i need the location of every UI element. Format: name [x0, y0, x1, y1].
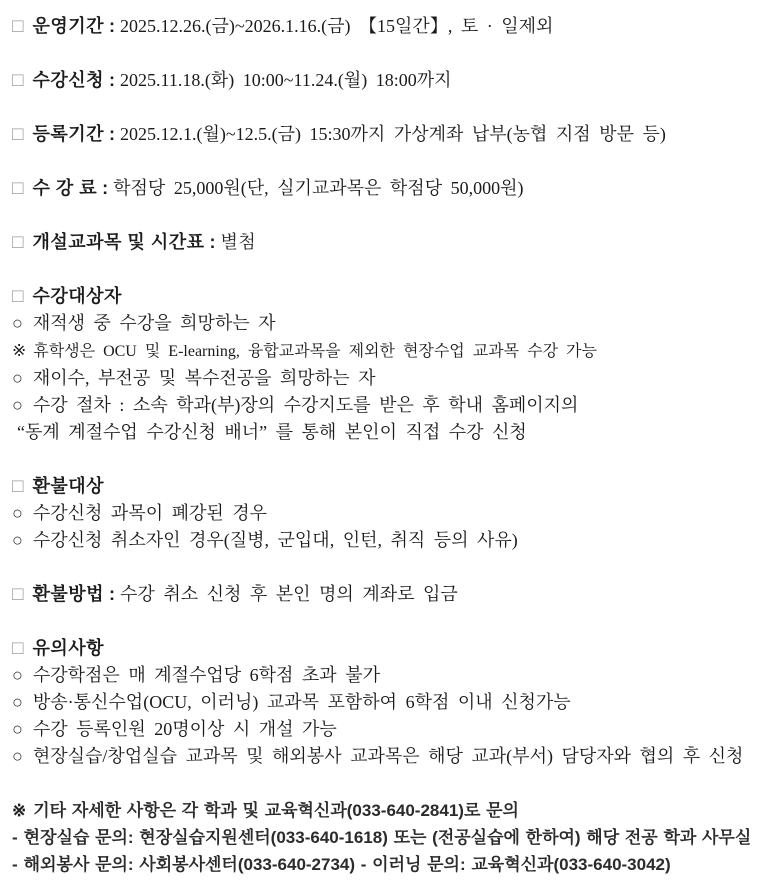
dash-icon: - — [12, 828, 18, 847]
line-label: 등록기간 — [32, 124, 105, 144]
checkbox-icon: □ — [12, 232, 24, 253]
doc-line — [12, 365, 774, 392]
doc-line — [12, 797, 774, 824]
label-separator: : — [97, 178, 114, 198]
line-content: 현장실습/창업실습 교과목 및 해외봉사 교과목은 해당 교과(부서) 담당자와 협의 후 신청 — [32, 746, 744, 766]
label-separator: : — [104, 584, 121, 604]
label-separator: : — [204, 232, 221, 252]
circle-bullet-icon: ○ — [12, 692, 23, 712]
doc-line — [12, 500, 774, 527]
label-separator: : — [104, 124, 121, 144]
line-label: 수강신청 — [32, 70, 105, 90]
doc-line — [12, 67, 774, 94]
line-content: 학점당 25,000원(단, 실기교과목은 학점당 50,000원) — [113, 178, 524, 198]
line-content: 2025.12.26.(금)~2026.1.16.(금) 【15일간】, 토 · 일제외 — [120, 16, 554, 36]
line-content: 재적생 중 수강을 희망하는 자 — [32, 313, 276, 333]
doc-line — [12, 283, 774, 310]
doc-line — [12, 473, 774, 500]
line-content: 2025.11.18.(화) 10:00~11.24.(월) 18:00까지 — [120, 70, 452, 90]
label-separator: : — [104, 70, 121, 90]
line-content: 재이수, 부전공 및 복수전공을 희망하는 자 — [32, 368, 376, 388]
line-content: 방송·통신수업(OCU, 이러닝) 교과목 포함하여 6학점 이내 신청가능 — [32, 692, 571, 712]
doc-line — [12, 13, 774, 40]
dash-icon: - — [12, 855, 18, 874]
circle-bullet-icon: ○ — [12, 368, 23, 388]
line-content: 수강 등록인원 20명이상 시 개설 가능 — [32, 719, 337, 739]
doc-line — [12, 716, 774, 743]
doc-line — [12, 392, 774, 419]
doc-line — [12, 743, 774, 770]
doc-line — [12, 337, 774, 365]
circle-bullet-icon: ○ — [12, 313, 23, 333]
line-label: 환불방법 — [32, 584, 105, 604]
checkbox-icon: □ — [12, 178, 24, 199]
line-content: 현장실습 문의: 현장실습지원센터(033-640-1618) 또는 (전공실습에 한하여) 해당 전공 학과 사무실 — [23, 828, 752, 847]
checkbox-icon: □ — [12, 584, 24, 605]
line-content: 수강 취소 신청 후 본인 명의 계좌로 입금 — [120, 584, 458, 604]
doc-line — [12, 635, 774, 662]
line-content: 수강 절차 : 소속 학과(부)장의 수강지도를 받은 후 학내 홈페이지의 — [32, 395, 579, 415]
line-content: 수강학점은 매 계절수업당 6학점 초과 불가 — [32, 665, 380, 685]
checkbox-icon: □ — [12, 70, 24, 91]
line-label: 유의사항 — [32, 638, 105, 658]
circle-bullet-icon: ○ — [12, 530, 23, 550]
line-label: 개설교과목 및 시간표 — [32, 232, 205, 252]
doc-line — [12, 527, 774, 554]
reference-mark-icon: ※ — [12, 341, 27, 360]
doc-line — [12, 689, 774, 716]
line-content: 수강신청 취소자인 경우(질병, 군입대, 인턴, 취직 등의 사유) — [32, 530, 518, 550]
line-label: 환불대상 — [32, 476, 105, 496]
line-label: 수 강 료 — [32, 178, 98, 198]
doc-line — [12, 419, 774, 446]
circle-bullet-icon: ○ — [12, 395, 23, 415]
circle-bullet-icon: ○ — [12, 503, 23, 523]
circle-bullet-icon: ○ — [12, 665, 23, 685]
circle-bullet-icon: ○ — [12, 719, 23, 739]
doc-line — [12, 310, 774, 337]
line-content: 별첨 — [220, 232, 257, 252]
label-separator: : — [104, 16, 121, 36]
checkbox-icon: □ — [12, 124, 24, 145]
line-content: 2025.12.1.(월)~12.5.(금) 15:30까지 가상계좌 납부(농협 지점 방문 등) — [120, 124, 666, 144]
doc-line — [12, 851, 774, 878]
doc-line — [12, 229, 774, 256]
checkbox-icon: □ — [12, 476, 24, 497]
doc-line — [12, 175, 774, 202]
checkbox-icon: □ — [12, 638, 24, 659]
doc-line — [12, 824, 774, 851]
doc-line — [12, 121, 774, 148]
doc-line — [12, 662, 774, 689]
line-content: 수강신청 과목이 폐강된 경우 — [32, 503, 268, 523]
line-label: 운영기간 — [32, 16, 105, 36]
reference-mark-icon: ※ — [12, 801, 27, 820]
doc-line — [12, 581, 774, 608]
checkbox-icon: □ — [12, 286, 24, 307]
circle-bullet-icon: ○ — [12, 746, 23, 766]
line-content: 기타 자세한 사항은 각 학과 및 교육혁신과(033-640-2841)로 문의 — [33, 801, 519, 820]
line-label: 수강대상자 — [32, 286, 122, 306]
line-content: 휴학생은 OCU 및 E-learning, 융합교과목을 제외한 현장수업 교과목 수강 가능 — [33, 343, 597, 360]
line-content: “동계 계절수업 수강신청 배너” 를 통해 본인이 직접 수강 신청 — [17, 422, 527, 442]
checkbox-icon: □ — [12, 16, 24, 37]
line-content: 해외봉사 문의: 사회봉사센터(033-640-2734) - 이러닝 문의: 교육혁신과(033-640-3042) — [23, 855, 671, 874]
